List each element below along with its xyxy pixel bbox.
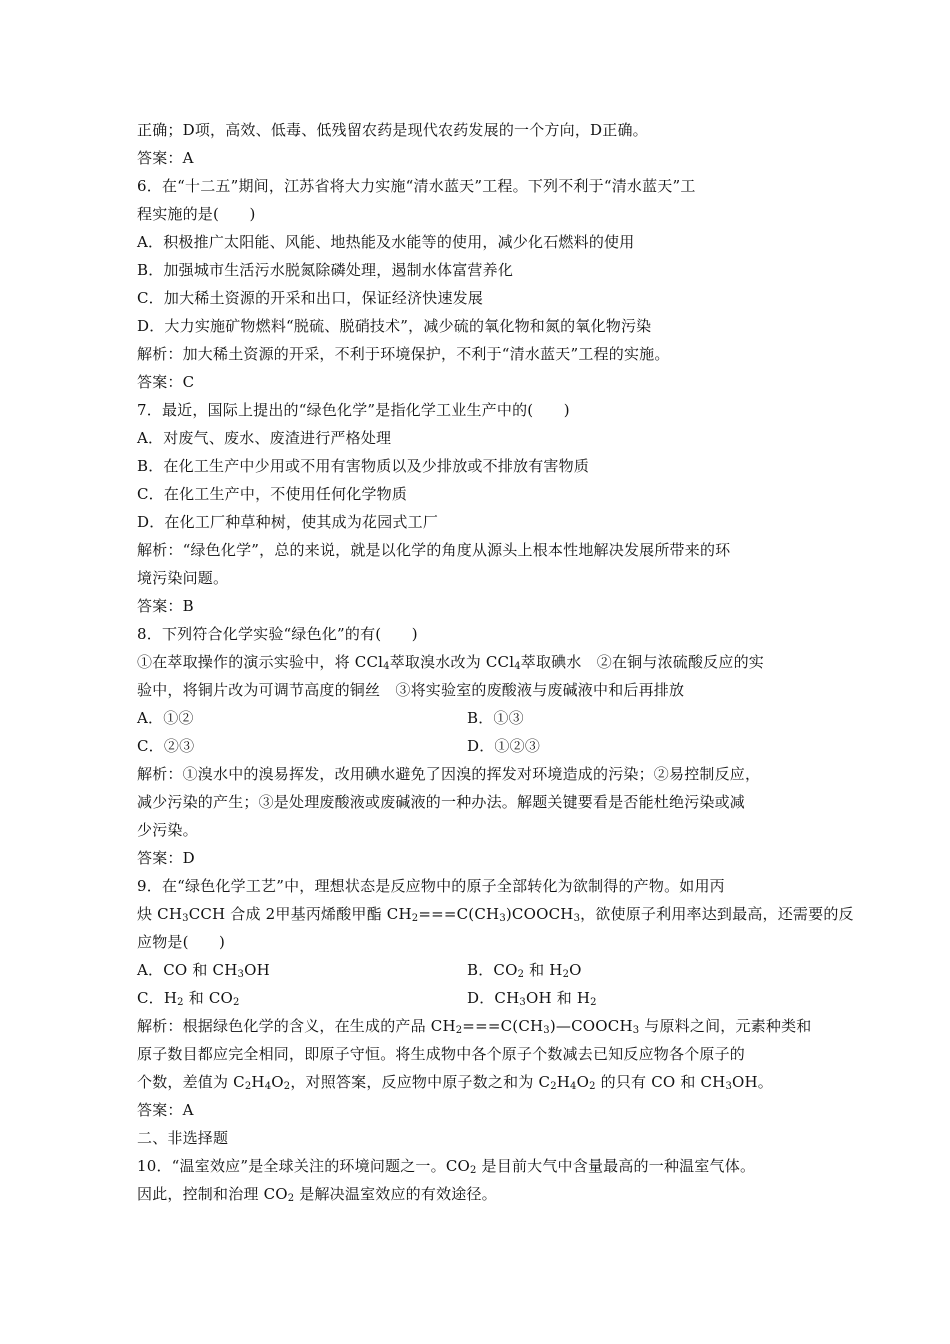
text-run: 是目前大气中含量最高的一种温室气体。 <box>476 1157 756 1175</box>
subscript: 2 <box>590 997 597 1008</box>
option-a: A．①② <box>137 709 194 727</box>
options-row <box>137 958 827 982</box>
subscript: 2 <box>411 913 419 924</box>
subscript: 4 <box>383 661 390 672</box>
question-8: 8．下列符合化学实验“绿色化”的有( ) <box>137 625 418 643</box>
analysis-line: 解析：加大稀土资源的开采，不利于环境保护，不利于“清水蓝天”工程的实施。 <box>137 345 670 363</box>
question-6-cont: 程实施的是( ) <box>137 205 256 223</box>
answer-line: 答案：D <box>137 849 195 867</box>
text-run: O <box>576 1073 590 1091</box>
analysis-line: 解析：“绿色化学”，总的来说，就是以化学的角度从源头上根本性地解决发展所带来的环 <box>137 541 731 559</box>
text-line: 正确；D项，高效、低毒、低残留农药是现代农药发展的一个方向，D正确。 <box>137 121 648 139</box>
subscript: 2 <box>177 997 184 1008</box>
option-b: B．①③ <box>467 709 524 727</box>
subscript: 3 <box>543 1025 550 1036</box>
text-run: B．CO <box>467 961 518 979</box>
subscript: 4 <box>570 1081 577 1092</box>
option-b: B．在化工生产中少用或不用有害物质以及少排放或不排放有害物质 <box>137 457 590 475</box>
text-run: 和 H <box>524 961 563 979</box>
option-d <box>467 986 597 1010</box>
question-10-cont <box>137 1182 827 1206</box>
subscript: 2 <box>455 1025 463 1036</box>
subscript: 3 <box>519 997 526 1008</box>
text-run: CCH 合成 2甲基丙烯酸甲酯 CH <box>188 905 412 923</box>
subscript: 3 <box>237 969 245 980</box>
analysis-line-cont: 少污染。 <box>137 821 198 839</box>
text-run: ①在萃取操作的演示实验中，将 CCl <box>137 653 384 671</box>
option-c: C．②③ <box>137 737 195 755</box>
answer-line: 答案：A <box>137 149 194 167</box>
text-run: C．H <box>137 989 178 1007</box>
subscript: 4 <box>264 1081 272 1092</box>
option-a: A．积极推广太阳能、风能、地热能及水能等的使用，减少化石燃料的使用 <box>137 233 635 251</box>
answer-line: 答案：B <box>137 597 194 615</box>
text-run: 个数，差值为 C <box>137 1073 245 1091</box>
option-a: A．对废气、废水、废渣进行严格处理 <box>137 429 392 447</box>
subscript: 2 <box>517 969 525 980</box>
answer-line: 答案：C <box>137 373 195 391</box>
text-run: 炔 CH <box>137 905 183 923</box>
option-c: C．加大稀土资源的开采和出口，保证经济快速发展 <box>137 289 484 307</box>
analysis-line-cont: 原子数目都应完全相同，即原子守恒。将生成物中各个原子个数减去已知反应物各个原子的 <box>137 1045 746 1063</box>
question-7: 7．最近，国际上提出的“绿色化学”是指化学工业生产中的( ) <box>137 401 570 419</box>
subscript: 2 <box>287 1193 295 1204</box>
question-6: 6．在“十二五”期间，江苏省将大力实施“清水蓝天”工程。下列不利于“清水蓝天”工 <box>137 177 696 195</box>
text-run: ，对照答案，反应物中原子数之和为 C <box>290 1073 551 1091</box>
subscript: 3 <box>632 1025 640 1036</box>
text-run: OH 和 H <box>525 989 591 1007</box>
text-run: D．CH <box>467 989 520 1007</box>
text-run: O <box>569 961 582 979</box>
text-run: ===C(CH <box>462 1017 544 1035</box>
subscript: 2 <box>233 997 240 1008</box>
question-9-cont: 应物是( ) <box>137 933 226 951</box>
subscript: 3 <box>499 913 506 924</box>
text-run: 和 CO <box>183 989 234 1007</box>
option-b <box>467 958 582 982</box>
text-run: OH <box>244 961 270 979</box>
option-d: D．在化工厂种草种树，使其成为花园式工厂 <box>137 513 439 531</box>
answer-line: 答案：A <box>137 1101 194 1119</box>
option-c <box>137 989 240 1007</box>
option-d: D．大力实施矿物燃料“脱硫、脱硝技术”，减少硫的氧化物和氮的氧化物污染 <box>137 317 652 335</box>
option-b: B．加强城市生活污水脱氮除磷处理，遏制水体富营养化 <box>137 261 514 279</box>
text-run: )—COOCH <box>549 1017 633 1035</box>
question-10 <box>137 1154 827 1178</box>
text-run: 萃取溴水改为 CCl <box>389 653 515 671</box>
question-9: 9．在“绿色化学工艺”中，理想状态是反应物中的原子全部转化为欲制得的产物。如用丙 <box>137 877 725 895</box>
subscript: 2 <box>470 1165 477 1176</box>
text-run: 是解决温室效应的有效途径。 <box>294 1185 497 1203</box>
text-run: 与原料之间，元素种类和 <box>639 1017 812 1035</box>
subscript: 2 <box>589 1081 596 1092</box>
text-run: )COOCH <box>505 905 574 923</box>
text-run: 因此，控制和治理 CO <box>137 1185 288 1203</box>
text-run: H <box>556 1073 571 1091</box>
text-run: H <box>251 1073 265 1091</box>
analysis-line-cont: 减少污染的产生；③是处理废酸液或废碱液的一种办法。解题关键要看是否能杜绝污染或减 <box>137 793 746 811</box>
text-run: 解析：根据绿色化学的含义，在生成的产品 CH <box>137 1017 456 1035</box>
text-run: O <box>271 1073 284 1091</box>
question-8-statements-cont: 验中，将铜片改为可调节高度的铜丝 ③将实验室的废酸液与废碱液中和后再排放 <box>137 681 685 699</box>
text-run: ，欲使原子利用率达到最高，还需要的反 <box>580 905 854 923</box>
text-run: A．CO 和 CH <box>137 961 238 979</box>
text-run: ===C(CH <box>418 905 500 923</box>
question-9-cont <box>137 902 854 926</box>
question-8-statements <box>137 650 827 674</box>
analysis-line-cont <box>137 1070 827 1094</box>
subscript: 3 <box>182 913 189 924</box>
text-run: 的只有 CO 和 CH <box>595 1073 726 1091</box>
subscript: 2 <box>550 1081 557 1092</box>
text-run: 萃取碘水 ②在铜与浓硫酸反应的实 <box>520 653 764 671</box>
subscript: 2 <box>244 1081 252 1092</box>
text-run: OH。 <box>732 1073 774 1091</box>
options-row <box>137 706 827 730</box>
subscript: 2 <box>562 969 570 980</box>
text-run: 10．“温室效应”是全球关注的环境问题之一。CO <box>137 1157 471 1175</box>
analysis-line: 解析：①溴水中的溴易挥发，改用碘水避免了因溴的挥发对环境造成的污染；②易控制反应， <box>137 765 761 783</box>
analysis-line-cont: 境污染问题。 <box>137 569 229 587</box>
option-c: C．在化工生产中，不使用任何化学物质 <box>137 485 408 503</box>
option-a <box>137 961 270 979</box>
options-row <box>137 734 827 758</box>
subscript: 2 <box>283 1081 291 1092</box>
subscript: 3 <box>725 1081 733 1092</box>
subscript: 3 <box>573 913 581 924</box>
option-d: D．①②③ <box>467 737 541 755</box>
options-row <box>137 986 827 1010</box>
subscript: 4 <box>514 661 521 672</box>
section-heading: 二、非选择题 <box>137 1129 229 1147</box>
analysis-line <box>137 1014 827 1038</box>
